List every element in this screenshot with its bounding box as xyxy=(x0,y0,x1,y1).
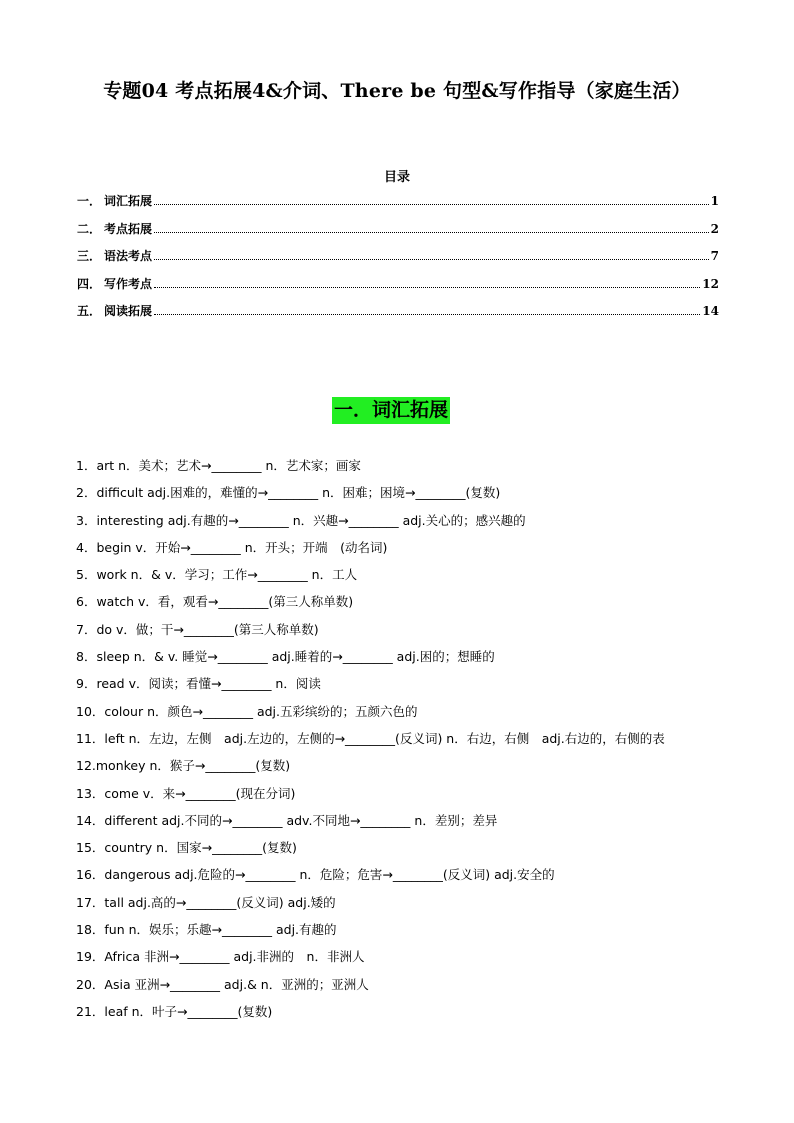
vocab-item: 17．tall adj.高的→________(反义词) adj.矮的 xyxy=(76,894,336,910)
table-of-contents xyxy=(77,192,719,330)
vocab-item: 8．sleep n．& v. 睡觉→________ adj.睡着的→________ adj.困的；想睡的 xyxy=(76,649,495,665)
toc-entry[interactable] xyxy=(77,247,719,275)
toc-entry-page: 1 xyxy=(710,194,719,208)
vocab-item: 18．fun n．娱乐；乐趣→________ adj.有趣的 xyxy=(76,922,337,938)
vocab-item: 2．difficult adj.困难的，难懂的→________ n．困难；困境→________(复数) xyxy=(76,485,501,501)
toc-dot-leader xyxy=(154,314,700,315)
vocab-item: 13．come v．来→________(现在分词) xyxy=(76,785,296,801)
toc-entry-page: 12 xyxy=(702,276,719,291)
toc-entry-label: 考点拓展 xyxy=(104,221,153,236)
vocab-item: 7．do v．做；干→________(第三人称单数) xyxy=(76,621,319,637)
toc-entry-label: 写作考点 xyxy=(104,276,153,291)
vocab-item: 6．watch v．看，观看→________(第三人称单数) xyxy=(76,594,354,610)
vocab-item: 3．interesting adj.有趣的→________ n．兴趣→________ adj.关心的；感兴趣的 xyxy=(76,512,526,528)
toc-entry-number: 五． xyxy=(77,304,102,318)
toc-entry[interactable] xyxy=(77,192,719,220)
vocab-item: 14．different adj.不同的→________ adv.不同地→________ n．差别；差异 xyxy=(76,812,498,828)
toc-entry-number: 四． xyxy=(77,276,102,291)
toc-entry-label: 词汇拓展 xyxy=(104,194,153,208)
vocab-item: 5．work n．& v．学习；工作→________ n．工人 xyxy=(76,567,358,583)
section-heading-vocabulary: 一．词汇拓展 xyxy=(332,397,450,424)
toc-entry-number: 三． xyxy=(77,249,102,263)
toc-entry-number: 一． xyxy=(77,194,102,208)
toc-entry[interactable] xyxy=(77,302,719,330)
toc-dot-leader xyxy=(154,287,700,288)
vocab-item: 9．read v．阅读；看懂→________ n．阅读 xyxy=(76,676,321,692)
toc-entry-page: 14 xyxy=(702,304,719,318)
toc-heading: 目录 xyxy=(383,170,410,185)
vocab-item: 20．Asia 亚洲→________ adj.& n．亚洲的；亚洲人 xyxy=(76,976,369,992)
toc-dot-leader xyxy=(154,232,709,233)
vocab-item: 11．left n．左边，左侧 adj.左边的，左侧的→________(反义词) n．右边，右侧 adj.右边的，右侧的表 xyxy=(76,730,665,746)
vocab-item: 15．country n．国家→________(复数) xyxy=(76,840,297,856)
vocab-item: 16．dangerous adj.危险的→________ n．危险；危害→________(反义词) adj.安全的 xyxy=(76,867,555,883)
toc-entry-label: 阅读拓展 xyxy=(104,304,153,318)
toc-entry-label: 语法考点 xyxy=(104,249,153,263)
toc-dot-leader xyxy=(154,259,709,260)
vocab-item: 10．colour n．颜色→________ adj.五彩缤纷的；五颜六色的 xyxy=(76,703,418,719)
vocab-item: 1．art n．美术；艺术→________ n．艺术家；画家 xyxy=(76,458,361,473)
document-title: 专题04 考点拓展4&介词、There be 句型&写作指导（家庭生活） xyxy=(103,80,691,102)
vocab-item: 19．Africa 非洲→________ adj.非洲的 n．非洲人 xyxy=(76,949,365,965)
vocab-item: 12.monkey n．猴子→________(复数) xyxy=(76,758,291,774)
vocab-item: 21．leaf n．叶子→________(复数) xyxy=(76,1003,273,1019)
toc-entry-page: 7 xyxy=(710,249,719,263)
vocab-item: 4．begin v．开始→________ n．开头；开端 (动名词) xyxy=(76,539,388,555)
toc-dot-leader xyxy=(154,204,709,205)
toc-entry[interactable] xyxy=(77,275,719,303)
toc-entry-number: 二． xyxy=(77,221,102,236)
vocabulary-list xyxy=(76,452,720,1025)
toc-entry-page: 2 xyxy=(710,221,719,236)
toc-entry[interactable] xyxy=(77,220,719,248)
